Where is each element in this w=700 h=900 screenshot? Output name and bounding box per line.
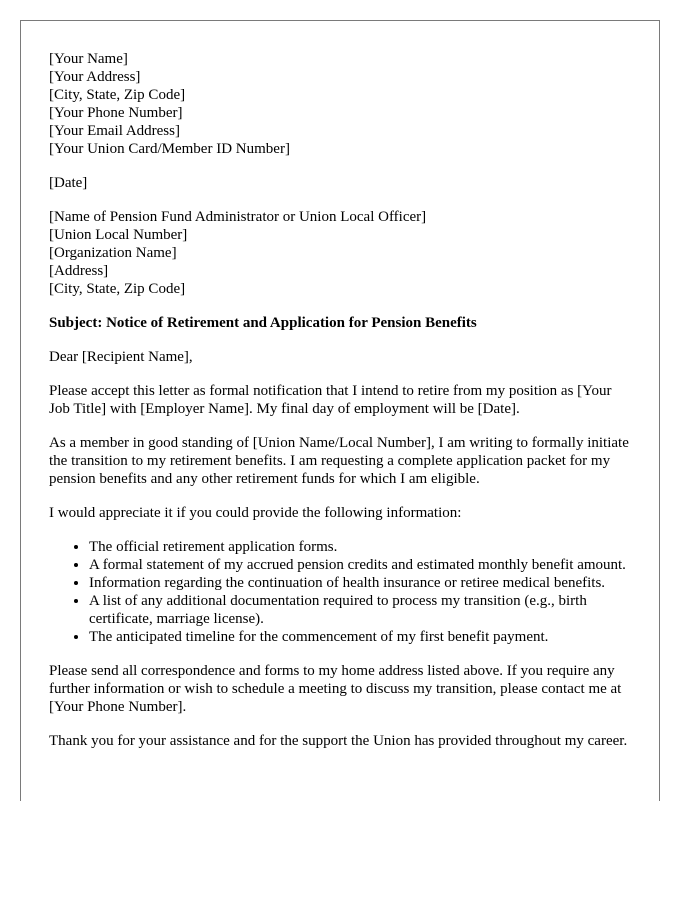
subject-line: Subject: Notice of Retirement and Application for Pension Benefits: [49, 315, 477, 331]
date-block: [49, 174, 631, 192]
sender-email: [Your Email Address]: [49, 123, 180, 139]
list-item: • A formal statement of my accrued pension credits and estimated monthly benefit amount.: [89, 556, 631, 574]
letter-page: [20, 20, 660, 801]
sender-phone: [Your Phone Number]: [49, 105, 183, 121]
requested-items-list: [49, 538, 631, 646]
recipient-local-number: [Union Local Number]: [49, 227, 188, 243]
sender-address: [Your Address]: [49, 69, 141, 85]
letter-content: [21, 21, 659, 750]
recipient-block: [49, 208, 631, 298]
sender-name: [Your Name]: [49, 51, 128, 67]
paragraph-thanks: Thank you for your assistance and for the support the Union has provided throughout my career.: [49, 733, 628, 749]
paragraph-intro: Please accept this letter as formal notification that I intend to retire from my position as [Your Job Title] with [Employer Name]. My final day of employment will be [Date].: [49, 383, 612, 417]
recipient-organization: [Organization Name]: [49, 245, 177, 261]
paragraph-request: I would appreciate it if you could provide the following information:: [49, 505, 462, 521]
recipient-address: [Address]: [49, 263, 109, 279]
letter-date: [Date]: [49, 175, 88, 191]
paragraph-membership: As a member in good standing of [Union Name/Local Number], I am writing to formally initiate the transition to my retirement benefits. I am requesting a complete application packet for my pension benefits and any other retirement funds for which I am eligible.: [49, 435, 629, 487]
list-item: • Information regarding the continuation of health insurance or retiree medical benefits.: [89, 574, 631, 592]
salutation: Dear [Recipient Name],: [49, 349, 193, 365]
list-item: • The official retirement application forms.: [89, 538, 631, 556]
list-item: • The anticipated timeline for the commencement of my first benefit payment.: [89, 628, 631, 646]
paragraph-correspondence: Please send all correspondence and forms to my home address listed above. If you require any further information or wish to schedule a meeting to discuss my transition, please contact me at [Your Phone Number].: [49, 663, 622, 715]
sender-member-id: [Your Union Card/Member ID Number]: [49, 141, 290, 157]
sender-block: [49, 50, 631, 158]
sender-city-state-zip: [City, State, Zip Code]: [49, 87, 186, 103]
list-item: • A list of any additional documentation required to process my transition (e.g., birth certificate, marriage license).: [89, 592, 631, 628]
recipient-city-state-zip: [City, State, Zip Code]: [49, 281, 186, 297]
recipient-name: [Name of Pension Fund Administrator or Union Local Officer]: [49, 209, 427, 225]
